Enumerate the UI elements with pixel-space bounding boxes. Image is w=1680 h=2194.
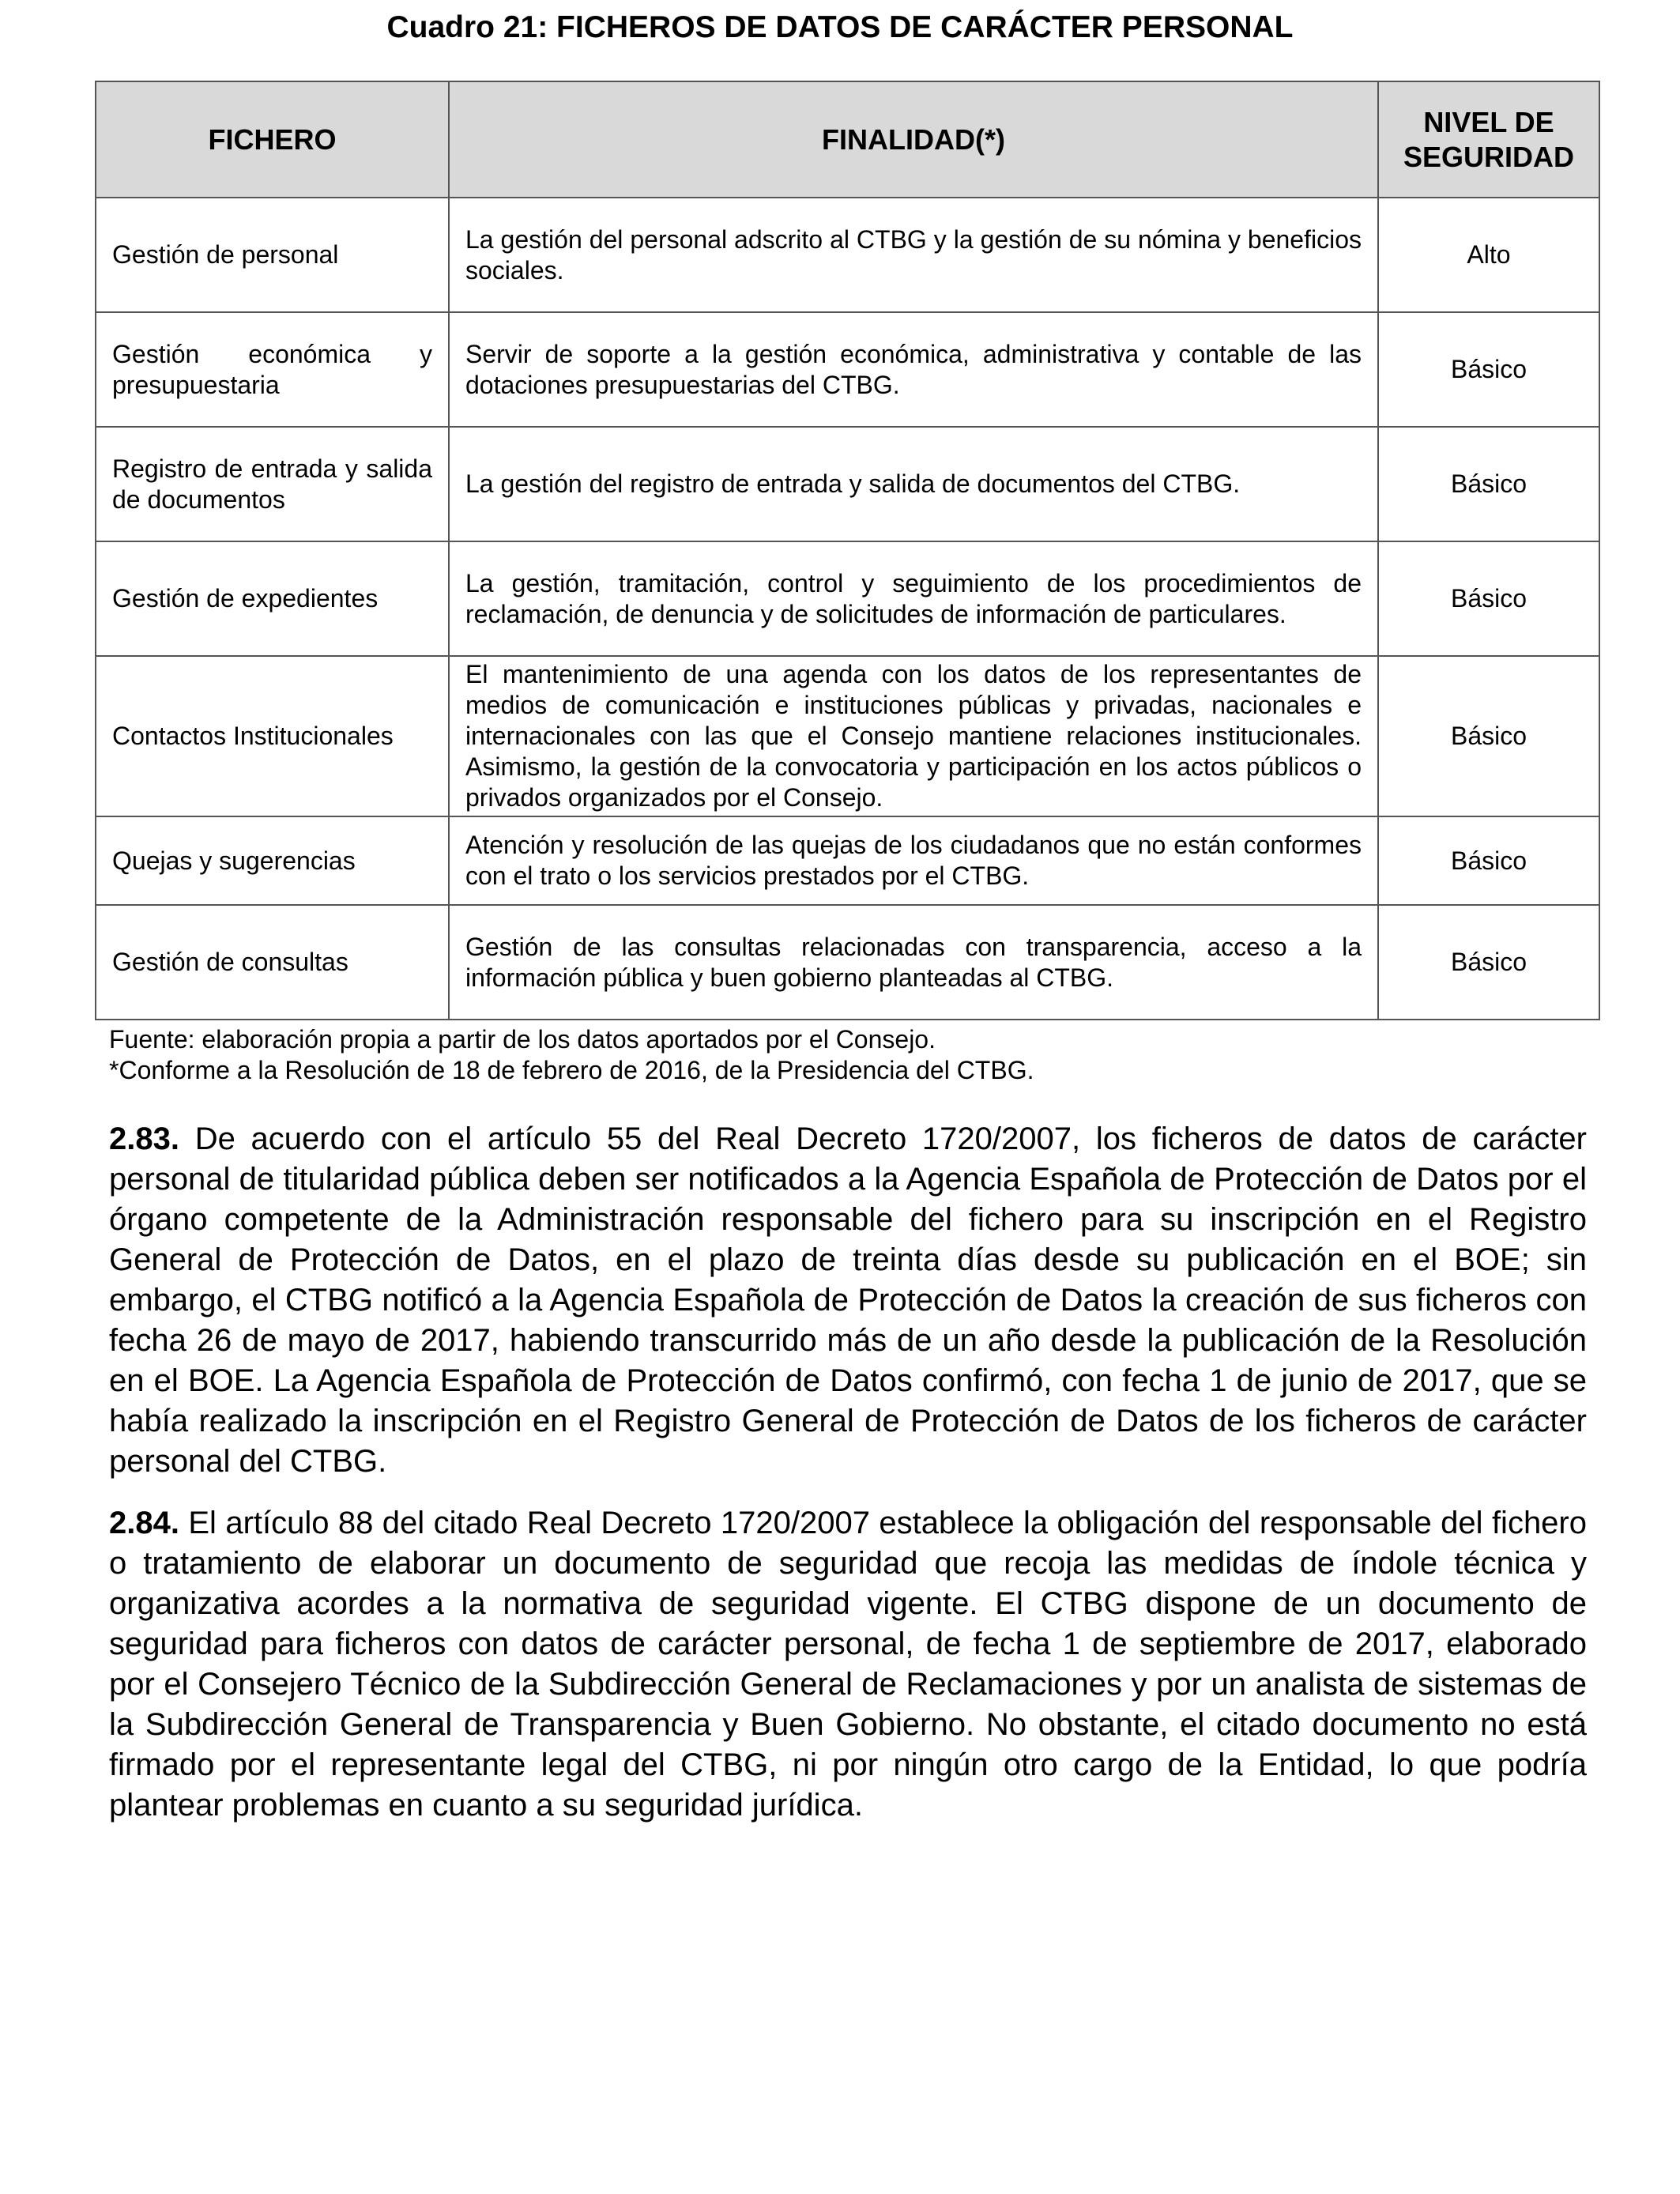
table-notes [109, 1024, 1595, 1086]
paragraph-2-84 [109, 1503, 1587, 1826]
cell-nivel: Básico [1378, 656, 1599, 816]
cell-nivel: Básico [1378, 816, 1599, 905]
cell-finalidad: Servir de soporte a la gestión económica, administrativa y contable de las dotaciones presupuestarias del CTBG. [449, 312, 1378, 427]
cell-nivel: Básico [1378, 905, 1599, 1020]
table-row [96, 427, 1599, 541]
cell-nivel: Básico [1378, 312, 1599, 427]
ficheros-table [95, 81, 1600, 1020]
cell-fichero: Registro de entrada y salida de documentos [96, 427, 449, 541]
cell-finalidad: La gestión del personal adscrito al CTBG y la gestión de su nómina y beneficios sociales. [449, 198, 1378, 312]
cell-finalidad: La gestión del registro de entrada y salida de documentos del CTBG. [449, 427, 1378, 541]
cell-nivel: Básico [1378, 541, 1599, 656]
cell-finalidad: El mantenimiento de una agenda con los datos de los representantes de medios de comunicación e instituciones públicas y privadas, nacionales e internacionales con las que el Consejo mantiene relaciones institucionales. Asimismo, la gestión de la convocatoria y participación en los actos públicos o privados organizados por el Consejo. [449, 656, 1378, 816]
cell-fichero: Gestión de consultas [96, 905, 449, 1020]
table-caption: Cuadro 21: FICHEROS DE DATOS DE CARÁCTER PERSONAL [386, 10, 1294, 44]
table-row [96, 312, 1599, 427]
cell-finalidad: Gestión de las consultas relacionadas con transparencia, acceso a la información pública y buen gobierno planteadas al CTBG. [449, 905, 1378, 1020]
header-nivel-seguridad: NIVEL DE SEGURIDAD [1378, 81, 1599, 198]
paragraph-text: De acuerdo con el artículo 55 del Real Decreto 1720/2007, los ficheros de datos de carácter personal de titularidad pública deben ser notificados a la Agencia Española de Protección de Datos por el órgano competente de la Administración responsable del fichero para su inscripción en el Registro General de Protección de Datos, en el plazo de treinta días desde su publicación en el BOE; sin embargo, el CTBG notificó a la Agencia Española de Protección de Datos la creación de sus ficheros con fecha 26 de mayo de 2017, habiendo transcurrido más de un año desde la publicación de la Resolución en el BOE. La Agencia Española de Protección de Datos confirmó, con fecha 1 de junio de 2017, que se había realizado la inscripción en el Registro General de Protección de Datos de los ficheros de carácter personal del CTBG. [109, 1122, 1587, 1479]
source-note: Fuente: elaboración propia a partir de los datos aportados por el Consejo. [109, 1025, 936, 1054]
header-finalidad: FINALIDAD(*) [449, 81, 1378, 198]
header-fichero: FICHERO [96, 81, 449, 198]
paragraph-number: 2.83. [109, 1122, 179, 1156]
cell-fichero: Contactos Institucionales [96, 656, 449, 816]
cell-finalidad: Atención y resolución de las quejas de los ciudadanos que no están conformes con el trato o los servicios prestados por el CTBG. [449, 816, 1378, 905]
cell-nivel: Básico [1378, 427, 1599, 541]
table-header-row [96, 81, 1599, 198]
cell-fichero: Gestión de expedientes [96, 541, 449, 656]
paragraph-text: El artículo 88 del citado Real Decreto 1720/2007 establece la obligación del responsable del fichero o tratamiento de elaborar un documento de seguridad que recoja las medidas de índole técnica y organizativa acordes a la normativa de seguridad vigente. El CTBG dispone de un documento de seguridad para ficheros con datos de carácter personal, de fecha 1 de septiembre de 2017, elaborado por el Consejero Técnico de la Subdirección General de Reclamaciones y por un analista de sistemas de la Subdirección General de Transparencia y Buen Gobierno. No obstante, el citado documento no está firmado por el representante legal del CTBG, ni por ningún otro cargo de la Entidad, lo que podría plantear problemas en cuanto a su seguridad jurídica. [109, 1506, 1587, 1823]
table-row [96, 905, 1599, 1020]
paragraph-number: 2.84. [109, 1506, 179, 1540]
table-row [96, 198, 1599, 312]
cell-fichero: Gestión económica y presupuestaria [96, 312, 449, 427]
cell-fichero: Gestión de personal [96, 198, 449, 312]
cell-fichero: Quejas y sugerencias [96, 816, 449, 905]
cell-nivel: Alto [1378, 198, 1599, 312]
table-row [96, 816, 1599, 905]
table-row [96, 656, 1599, 816]
footnote: *Conforme a la Resolución de 18 de febrero de 2016, de la Presidencia del CTBG. [109, 1056, 1034, 1084]
cell-finalidad: La gestión, tramitación, control y seguimiento de los procedimientos de reclamación, de denuncia y de solicitudes de información de particulares. [449, 541, 1378, 656]
table-row [96, 541, 1599, 656]
paragraph-2-83 [109, 1119, 1587, 1482]
